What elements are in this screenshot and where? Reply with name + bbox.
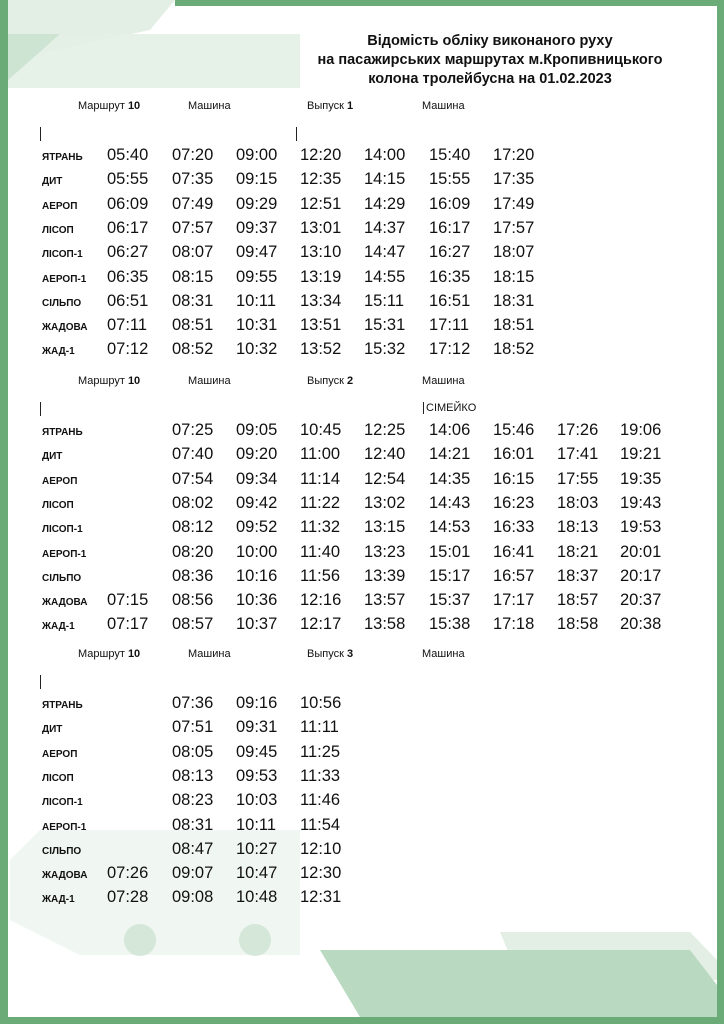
machine-label-2: Машина — [422, 648, 465, 660]
departure-time: 19:21 — [620, 445, 662, 464]
release-header — [307, 648, 353, 660]
machine-label-2: Машина — [422, 100, 465, 112]
departure-time: 10:00 — [236, 542, 278, 561]
departure-time: 19:53 — [620, 518, 662, 537]
departure-time: 11:32 — [300, 518, 341, 537]
departure-time: 15:11 — [364, 291, 405, 310]
departure-time: 07:11 — [107, 316, 148, 335]
departure-time: 06:51 — [107, 291, 149, 310]
departure-time: 11:00 — [300, 445, 341, 464]
departure-time: 15:37 — [429, 591, 471, 610]
departure-time: 14:29 — [364, 194, 406, 213]
departure-time: 14:53 — [429, 518, 471, 537]
departure-time: 13:34 — [300, 291, 342, 310]
departure-time: 15:31 — [364, 316, 406, 335]
departure-time: 09:07 — [172, 864, 214, 883]
bottom-right-mid-deco — [320, 950, 717, 1017]
departure-time: 13:39 — [364, 566, 406, 585]
departure-time: 16:33 — [493, 518, 535, 537]
departure-time: 14:21 — [429, 445, 471, 464]
departure-time: 07:25 — [172, 421, 214, 439]
departure-time: 11:54 — [300, 815, 341, 834]
departure-time: 13:51 — [300, 316, 342, 335]
departure-time: 09:37 — [236, 218, 278, 237]
departure-time: 10:27 — [236, 839, 278, 858]
stop-name: ДИТ — [42, 451, 63, 463]
machine-label: Машина — [188, 648, 231, 660]
route-label: Маршрут — [78, 375, 128, 387]
departure-time: 14:43 — [429, 493, 471, 512]
title-line-1: Відомість обліку виконаного руху — [367, 33, 613, 49]
departure-time: 17:18 — [493, 615, 535, 634]
departure-time: 06:17 — [107, 218, 149, 237]
title-line-2: на пасажирських маршрутах м.Кропивницького — [317, 52, 663, 68]
departure-time: 15:38 — [429, 615, 471, 634]
departure-time: 10:37 — [236, 615, 278, 634]
departure-time: 17:17 — [493, 591, 535, 610]
departure-time: 07:20 — [172, 146, 214, 164]
departure-time: 13:10 — [300, 243, 342, 262]
departure-time: 09:05 — [236, 421, 278, 439]
stop-name: ЛІСОП — [42, 772, 74, 784]
departure-time: 08:05 — [172, 742, 214, 761]
departure-time: 08:02 — [172, 493, 214, 512]
departure-time: 17:11 — [429, 316, 470, 335]
stop-name: ДИТ — [42, 724, 63, 736]
departure-time: 12:16 — [300, 591, 342, 610]
departure-time: 18:37 — [557, 566, 599, 585]
departure-time: 08:36 — [172, 566, 214, 585]
departure-time: 12:20 — [300, 146, 342, 164]
departure-time: 14:00 — [364, 146, 406, 164]
departure-time: 18:58 — [557, 615, 599, 634]
stop-name: ЯТРАНЬ — [42, 427, 83, 438]
departure-time: 09:00 — [236, 146, 278, 164]
block-note: СІМЕЙКО — [423, 402, 476, 414]
departure-time: 13:23 — [364, 542, 406, 561]
departure-time: 10:45 — [300, 421, 342, 439]
departure-time: 17:49 — [493, 194, 535, 213]
route-label: Маршрут — [78, 648, 128, 660]
departure-time: 09:31 — [236, 718, 278, 737]
departure-time: 13:57 — [364, 591, 406, 610]
departure-time: 13:19 — [300, 267, 342, 286]
stop-name: ЛІСОП-1 — [42, 797, 83, 809]
departure-time: 05:55 — [107, 170, 149, 189]
departure-time: 15:46 — [493, 421, 535, 439]
departure-time: 10:47 — [236, 864, 278, 883]
stop-name: ЖАД-1 — [42, 621, 75, 633]
departure-time: 07:54 — [172, 469, 214, 488]
departure-time: 12:51 — [300, 194, 342, 213]
stop-name: ЯТРАНЬ — [42, 152, 83, 163]
departure-time: 15:40 — [429, 146, 471, 164]
departure-time: 08:47 — [172, 839, 214, 858]
departure-time: 06:09 — [107, 194, 149, 213]
departure-time: 11:25 — [300, 742, 341, 761]
departure-time: 07:35 — [172, 170, 214, 189]
departure-time: 16:41 — [493, 542, 535, 561]
departure-time: 16:35 — [429, 267, 471, 286]
departure-time: 11:40 — [300, 542, 341, 561]
departure-time: 08:57 — [172, 615, 214, 634]
departure-time: 10:32 — [236, 340, 278, 359]
departure-time: 09:34 — [236, 469, 278, 488]
departure-time: 17:35 — [493, 170, 535, 189]
departure-time: 14:47 — [364, 243, 406, 262]
departure-time: 09:29 — [236, 194, 278, 213]
route-header — [78, 375, 140, 387]
stop-name: ЯТРАНЬ — [42, 700, 83, 711]
trolleybus-wheel-deco — [124, 924, 156, 956]
departure-time: 12:40 — [364, 445, 406, 464]
departure-time: 11:14 — [300, 469, 341, 488]
departure-time: 06:27 — [107, 243, 149, 262]
stop-name: СІЛЬПО — [42, 572, 82, 584]
departure-time: 09:16 — [236, 694, 278, 712]
departure-time: 09:08 — [172, 888, 214, 907]
route-number: 10 — [127, 648, 141, 660]
stop-name: АЕРОП — [42, 475, 78, 487]
departure-time: 16:27 — [429, 243, 471, 262]
stop-name: ЛІСОП-1 — [42, 249, 83, 261]
departure-time: 14:55 — [364, 267, 406, 286]
departure-time: 14:37 — [364, 218, 406, 237]
departure-time: 20:01 — [620, 542, 662, 561]
departure-time: 08:13 — [172, 766, 214, 785]
departure-time: 09:45 — [236, 742, 278, 761]
stop-name: АЕРОП — [42, 200, 78, 212]
route-number: 10 — [127, 100, 141, 112]
departure-time: 10:11 — [236, 291, 277, 310]
departure-time: 09:20 — [236, 445, 278, 464]
stop-name: ЖАДОВА — [42, 870, 88, 882]
machine-label: Машина — [188, 100, 231, 112]
departure-time: 10:48 — [236, 888, 278, 907]
departure-time: 10:36 — [236, 591, 278, 610]
departure-time: 09:15 — [236, 170, 278, 189]
departure-time: 16:17 — [429, 218, 471, 237]
departure-time: 11:22 — [300, 493, 341, 512]
stop-name: АЕРОП-1 — [42, 548, 87, 560]
departure-time: 12:25 — [364, 421, 406, 439]
departure-time: 15:01 — [429, 542, 471, 561]
departure-time: 20:37 — [620, 591, 662, 610]
departure-time: 18:03 — [557, 493, 599, 512]
departure-time: 14:15 — [364, 170, 406, 189]
column-tick-mark — [296, 127, 297, 141]
departure-time: 10:11 — [236, 815, 277, 834]
departure-time: 12:10 — [300, 839, 342, 858]
stop-name: ЛІСОП — [42, 499, 74, 511]
departure-time: 09:53 — [236, 766, 278, 785]
departure-time: 13:52 — [300, 340, 342, 359]
document-title — [300, 32, 680, 89]
departure-time: 07:49 — [172, 194, 214, 213]
title-line-3: колона тролейбусна на 01.02.2023 — [368, 71, 612, 87]
departure-time: 13:01 — [300, 218, 342, 237]
departure-time: 08:31 — [172, 291, 214, 310]
stop-name: ЖАДОВА — [42, 597, 88, 609]
departure-time: 15:55 — [429, 170, 471, 189]
stop-name: СІЛЬПО — [42, 297, 82, 309]
departure-time: 18:57 — [557, 591, 599, 610]
departure-time: 08:56 — [172, 591, 214, 610]
stop-name: ДИТ — [42, 176, 63, 188]
release-label: Выпуск — [307, 375, 347, 387]
departure-time: 13:58 — [364, 615, 406, 634]
departure-time: 17:55 — [557, 469, 599, 488]
departure-time: 08:12 — [172, 518, 214, 537]
departure-time: 16:09 — [429, 194, 471, 213]
departure-time: 08:31 — [172, 815, 214, 834]
column-tick-mark — [40, 127, 41, 141]
stop-name: ЖАДОВА — [42, 322, 88, 334]
departure-time: 07:36 — [172, 694, 214, 712]
departure-time: 09:52 — [236, 518, 278, 537]
departure-time: 07:51 — [172, 718, 214, 737]
departure-time: 08:15 — [172, 267, 214, 286]
departure-time: 17:20 — [493, 146, 535, 164]
departure-time: 07:26 — [107, 864, 149, 883]
departure-time: 14:35 — [429, 469, 471, 488]
departure-time: 19:43 — [620, 493, 662, 512]
release-label: Выпуск — [307, 100, 347, 112]
route-label: Маршрут — [78, 100, 128, 112]
column-tick-mark — [40, 402, 41, 416]
departure-time: 09:42 — [236, 493, 278, 512]
departure-time: 12:31 — [300, 888, 342, 907]
stop-name: АЕРОП-1 — [42, 273, 87, 285]
departure-time: 12:35 — [300, 170, 342, 189]
release-header — [307, 100, 353, 112]
departure-time: 16:01 — [493, 445, 535, 464]
departure-time: 07:57 — [172, 218, 214, 237]
departure-time: 08:07 — [172, 243, 214, 262]
machine-label-2: Машина — [422, 375, 465, 387]
departure-time: 20:17 — [620, 566, 662, 585]
departure-time: 07:40 — [172, 445, 214, 464]
release-number: 1 — [346, 100, 354, 112]
machine-label: Машина — [188, 375, 231, 387]
departure-time: 12:54 — [364, 469, 406, 488]
departure-time: 07:17 — [107, 615, 149, 634]
departure-time: 11:11 — [300, 718, 339, 737]
departure-time: 05:40 — [107, 146, 149, 164]
departure-time: 18:51 — [493, 316, 535, 335]
release-number: 3 — [346, 648, 354, 660]
departure-time: 17:57 — [493, 218, 535, 237]
departure-time: 17:26 — [557, 421, 599, 439]
departure-time: 16:15 — [493, 469, 535, 488]
departure-time: 10:56 — [300, 694, 342, 712]
departure-time: 16:57 — [493, 566, 535, 585]
departure-time: 17:41 — [557, 445, 599, 464]
route-header — [78, 100, 140, 112]
route-header — [78, 648, 140, 660]
departure-time: 10:03 — [236, 791, 278, 810]
departure-time: 10:31 — [236, 316, 278, 335]
departure-time: 20:38 — [620, 615, 662, 634]
departure-time: 18:52 — [493, 340, 535, 359]
departure-time: 17:12 — [429, 340, 471, 359]
release-label: Выпуск — [307, 648, 347, 660]
departure-time: 07:12 — [107, 340, 149, 359]
departure-time: 13:15 — [364, 518, 406, 537]
departure-time: 07:28 — [107, 888, 149, 907]
release-number: 2 — [346, 375, 354, 387]
release-header — [307, 375, 353, 387]
stop-name: АЕРОП-1 — [42, 821, 87, 833]
stop-name: ЖАД-1 — [42, 894, 75, 906]
title-band-deco — [8, 34, 300, 88]
departure-time: 15:32 — [364, 340, 406, 359]
departure-time: 12:17 — [300, 615, 342, 634]
departure-time: 18:21 — [557, 542, 599, 561]
departure-time: 08:51 — [172, 316, 214, 335]
stop-name: СІЛЬПО — [42, 845, 82, 857]
stop-name: ЛІСОП — [42, 224, 74, 236]
departure-time: 18:13 — [557, 518, 599, 537]
column-tick-mark — [40, 675, 41, 689]
stop-name: АЕРОП — [42, 748, 78, 760]
departure-time: 09:55 — [236, 267, 278, 286]
departure-time: 18:31 — [493, 291, 535, 310]
departure-time: 06:35 — [107, 267, 149, 286]
departure-time: 13:02 — [364, 493, 406, 512]
departure-time: 16:51 — [429, 291, 471, 310]
stop-name: ЛІСОП-1 — [42, 524, 83, 536]
departure-time: 12:30 — [300, 864, 342, 883]
departure-time: 19:35 — [620, 469, 662, 488]
departure-time: 18:07 — [493, 243, 535, 262]
departure-time: 08:52 — [172, 340, 214, 359]
departure-time: 11:56 — [300, 566, 341, 585]
departure-time: 18:15 — [493, 267, 535, 286]
departure-time: 19:06 — [620, 421, 662, 439]
departure-time: 11:46 — [300, 791, 341, 810]
departure-time: 09:47 — [236, 243, 278, 262]
departure-time: 16:23 — [493, 493, 535, 512]
stop-name: ЖАД-1 — [42, 346, 75, 358]
departure-time: 07:15 — [107, 591, 149, 610]
route-number: 10 — [127, 375, 141, 387]
departure-time: 08:20 — [172, 542, 214, 561]
departure-time: 10:16 — [236, 566, 278, 585]
departure-time: 11:33 — [300, 766, 341, 785]
departure-time: 14:06 — [429, 421, 471, 439]
departure-time: 15:17 — [429, 566, 471, 585]
departure-time: 08:23 — [172, 791, 214, 810]
trolleybus-wheel-deco — [239, 924, 271, 956]
